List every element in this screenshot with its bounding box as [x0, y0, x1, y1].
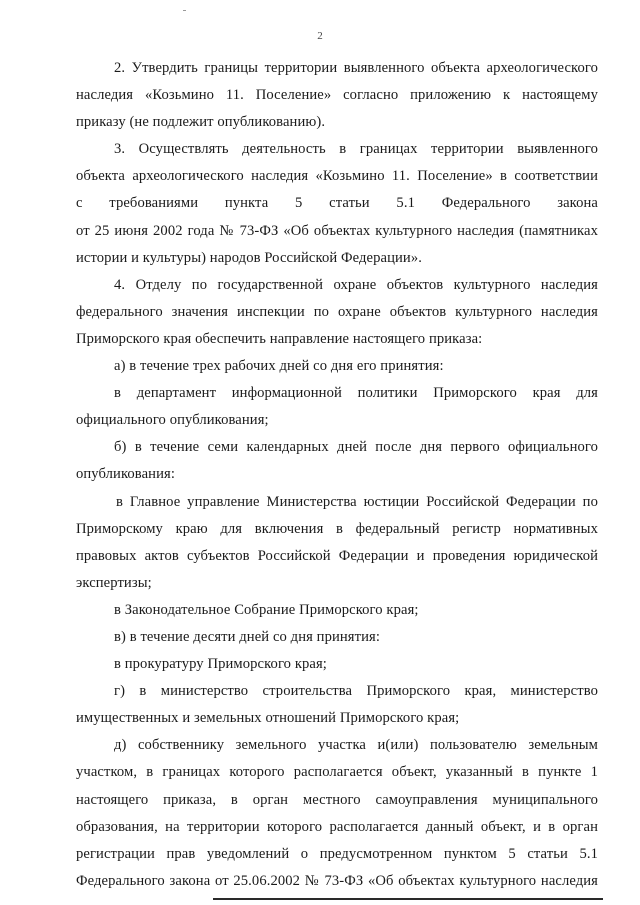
page-number: 2: [317, 30, 323, 42]
scan-speck: [183, 10, 186, 11]
text-line: 2. Утвердить границы территории выявленного объекта археологического: [114, 60, 598, 76]
text-line: экспертизы;: [76, 574, 152, 591]
text-line: правовых актов субъектов Российской Федерации и проведения юридической: [76, 547, 598, 564]
text-line: в Законодательное Собрание Приморского края;: [114, 601, 419, 618]
text-line: федерального значения инспекции по охране объектов культурного наследия: [76, 303, 598, 320]
text-line: имущественных и земельных отношений Приморского края;: [76, 710, 460, 727]
text-line: 4. Отделу по государственной охране объектов культурного наследия: [114, 276, 598, 293]
text-line: в Главное управление Министерства юстиции Российской Федерации по: [116, 493, 598, 510]
document-body: [76, 55, 598, 895]
text-line: а) в течение трех рабочих дней со дня его принятия:: [114, 358, 444, 375]
text-line: настоящего приказа, в орган местного самоуправления муниципального: [76, 791, 598, 808]
text-line: приказу (не подлежит опубликованию).: [76, 114, 326, 131]
text-line: в прокуратуру Приморского края;: [114, 656, 327, 673]
text-line: д) собственнику земельного участка и(или) пользователю земельным: [114, 737, 598, 754]
text-line: объекта археологического наследия «Козьмино 11. Поселение» в соответствии: [76, 168, 598, 185]
text-line: регистрации прав уведомлений о предусмотренном пунктом 5 статьи 5.1: [76, 845, 598, 862]
text-line: б) в течение семи календарных дней после дня первого официального: [114, 439, 598, 456]
text-line: истории и культуры) народов Российской Федерации».: [76, 249, 422, 266]
text-line: Приморского края обеспечить направление настоящего приказа:: [76, 330, 483, 347]
text-line: в) в течение десяти дней со дня принятия:: [114, 628, 380, 645]
text-line: Приморскому краю для включения в федеральный регистр нормативных: [76, 520, 598, 537]
text-line: участком, в границах которого располагается объект, указанный в пункте 1: [76, 764, 598, 781]
text-line: 3. Осуществлять деятельность в границах территории выявленного: [114, 141, 598, 158]
text-line: с требованиями пункта 5 статьи 5.1 Федерального закона: [76, 195, 598, 212]
text-line: наследия «Козьмино 11. Поселение» согласно приложению к настоящему: [76, 87, 598, 104]
text-line: официального опубликования;: [76, 412, 269, 429]
text-line: г) в министерство строительства Приморского края, министерство: [114, 683, 598, 700]
text-line: опубликования:: [76, 466, 175, 483]
text-line: образования, на территории которого располагается данный объект, и в орган: [76, 818, 598, 835]
text-line: в департамент информационной политики Приморского края для: [114, 385, 598, 402]
text-line: Федерального закона от 25.06.2002 № 73-ФЗ «Об объектах культурного наследия: [76, 872, 598, 889]
text-line: от 25 июня 2002 года № 73-ФЗ «Об объектах культурного наследия (памятниках: [76, 222, 598, 239]
scan-bottom-edge: [213, 898, 603, 900]
